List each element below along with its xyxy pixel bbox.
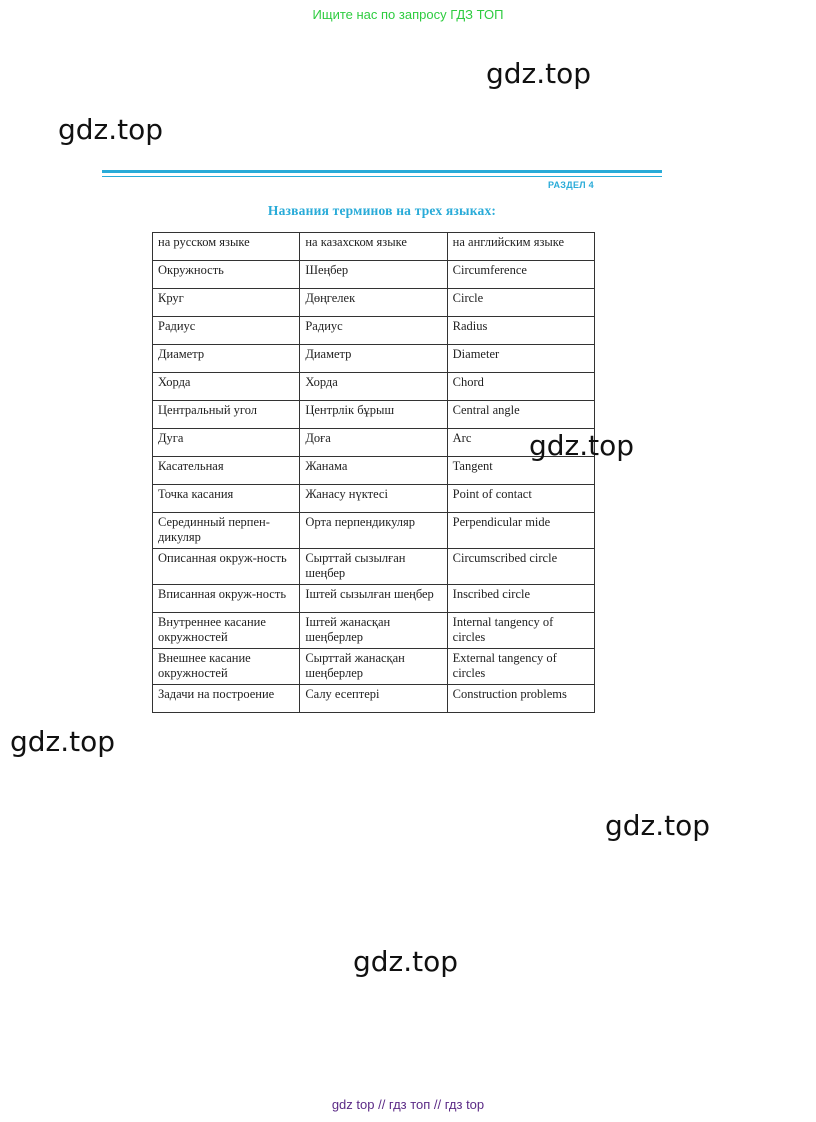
table-row [153, 261, 595, 289]
term-cell-english: Point of contact [447, 485, 594, 513]
watermark: gdz.top [353, 945, 459, 978]
term-cell-russian: Хорда [153, 373, 300, 401]
term-cell-english: Radius [447, 317, 594, 345]
header-cell-russian: на русском языке [153, 233, 300, 261]
term-cell-russian: Внешнее касание окружностей [153, 649, 300, 685]
term-cell-russian: Диаметр [153, 345, 300, 373]
header-rule [102, 170, 662, 173]
term-cell-kazakh: Диаметр [300, 345, 447, 373]
table-row [153, 401, 595, 429]
term-cell-english: Construction problems [447, 685, 594, 713]
term-cell-english: Arc [447, 429, 594, 457]
term-cell-kazakh: Сырттай жанасқан шеңберлер [300, 649, 447, 685]
header-cell-english: на английским языке [447, 233, 594, 261]
term-cell-russian: Центральный угол [153, 401, 300, 429]
top-banner: Ищите нас по запросу ГДЗ ТОП [312, 7, 504, 22]
term-cell-kazakh: Іштей жанасқан шеңберлер [300, 613, 447, 649]
watermark: gdz.top [58, 113, 164, 146]
term-cell-russian: Внутреннее касание окружностей [153, 613, 300, 649]
watermark: gdz.top [605, 809, 711, 842]
term-cell-english: Tangent [447, 457, 594, 485]
term-cell-russian: Касательная [153, 457, 300, 485]
table-row [153, 289, 595, 317]
term-cell-english: Internal tangency of circles [447, 613, 594, 649]
watermark: gdz.top [10, 725, 116, 758]
table-row [153, 513, 595, 549]
table-row [153, 585, 595, 613]
term-cell-russian: Описанная окруж-ность [153, 549, 300, 585]
term-cell-russian: Серединный перпен-дикуляр [153, 513, 300, 549]
table-row [153, 373, 595, 401]
watermark: gdz.top [529, 429, 635, 462]
table-header-row [153, 233, 595, 261]
term-cell-kazakh: Центрлік бұрыш [300, 401, 447, 429]
watermark: gdz.top [486, 57, 592, 90]
term-cell-kazakh: Салу есептері [300, 685, 447, 713]
header-rule-thin [102, 176, 662, 177]
term-cell-russian: Радиус [153, 317, 300, 345]
term-cell-english: External tangency of circles [447, 649, 594, 685]
header-cell-kazakh: на казахском языке [300, 233, 447, 261]
table-row [153, 317, 595, 345]
term-cell-english: Perpendicular mide [447, 513, 594, 549]
term-cell-english: Circle [447, 289, 594, 317]
term-cell-kazakh: Доға [300, 429, 447, 457]
term-cell-russian: Вписанная окруж-ность [153, 585, 300, 613]
term-cell-russian: Круг [153, 289, 300, 317]
term-cell-kazakh: Дөңгелек [300, 289, 447, 317]
term-cell-kazakh: Орта перпендикуляр [300, 513, 447, 549]
footer-links: gdz top // гдз топ // гдз top [331, 1097, 485, 1112]
term-cell-english: Circumference [447, 261, 594, 289]
table-row [153, 613, 595, 649]
term-cell-russian: Окружность [153, 261, 300, 289]
section-label: РАЗДЕЛ 4 [548, 180, 594, 190]
table-row [153, 485, 595, 513]
table-row [153, 345, 595, 373]
table-row [153, 649, 595, 685]
term-cell-kazakh: Іштей сызылған шеңбер [300, 585, 447, 613]
term-cell-kazakh: Хорда [300, 373, 447, 401]
term-cell-russian: Дуга [153, 429, 300, 457]
table-row [153, 685, 595, 713]
terms-table [152, 232, 595, 713]
term-cell-russian: Точка касания [153, 485, 300, 513]
term-cell-kazakh: Шеңбер [300, 261, 447, 289]
term-cell-english: Circumscribed circle [447, 549, 594, 585]
table-row [153, 549, 595, 585]
term-cell-english: Chord [447, 373, 594, 401]
term-cell-english: Central angle [447, 401, 594, 429]
term-cell-english: Diameter [447, 345, 594, 373]
term-cell-russian: Задачи на построение [153, 685, 300, 713]
term-cell-kazakh: Сырттай сызылған шеңбер [300, 549, 447, 585]
term-cell-kazakh: Жанама [300, 457, 447, 485]
term-cell-kazakh: Жанасу нүктесі [300, 485, 447, 513]
term-cell-english: Inscribed circle [447, 585, 594, 613]
term-cell-kazakh: Радиус [300, 317, 447, 345]
page-title: Названия терминов на трех языках: [267, 203, 497, 218]
